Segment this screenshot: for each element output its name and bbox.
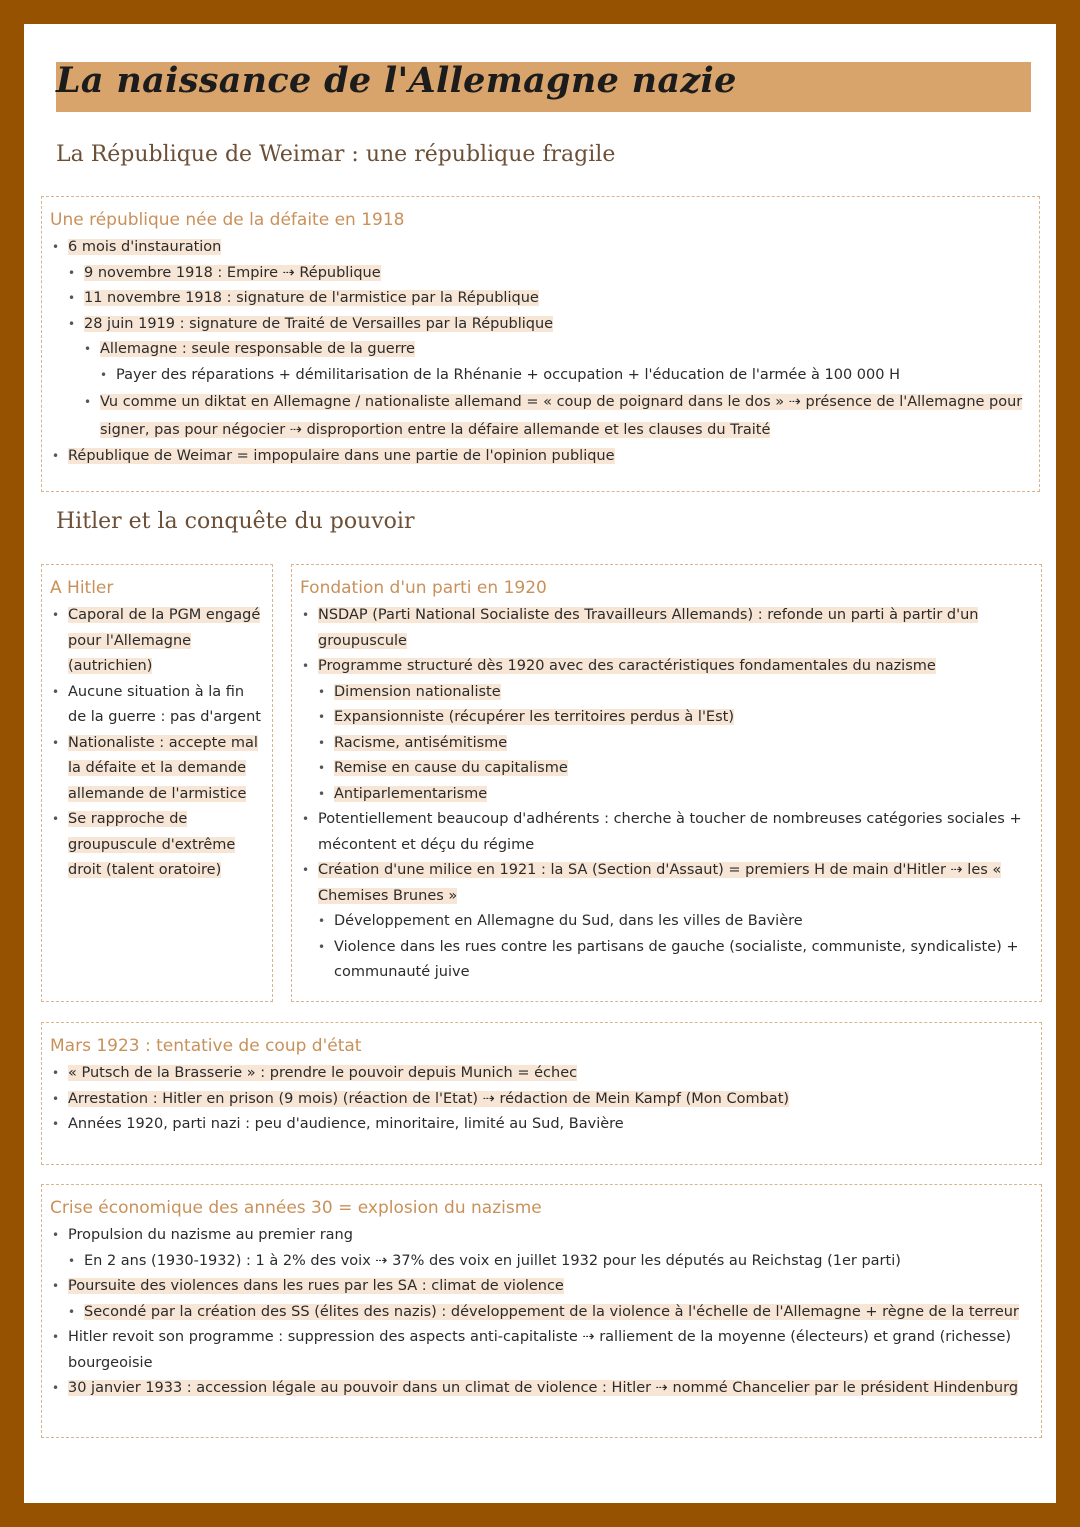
- list-item: • Remise en cause du capitalisme: [300, 756, 1033, 782]
- list-item: • République de Weimar = impopulaire dans une partie de l'opinion publique: [50, 444, 1031, 470]
- list-item: • Poursuite des violences dans les rues par les SA : climat de violence: [50, 1274, 1033, 1300]
- list-item: • Se rapproche de groupuscule d'extrême droit (talent oratoire): [50, 807, 264, 884]
- list-item: • Propulsion du nazisme au premier rang: [50, 1223, 1033, 1249]
- section-title-weimar: La République de Weimar : une république fragile: [56, 142, 616, 167]
- list-item: • Arrestation : Hitler en prison (9 mois) (réaction de l'Etat) ⇢ rédaction de Mein Kampf (Mon Combat): [50, 1087, 1033, 1113]
- list-item: • 11 novembre 1918 : signature de l'armistice par la République: [50, 286, 1031, 312]
- list-item: • Antiparlementarisme: [300, 782, 1033, 808]
- page-title: La naissance de l'Allemagne nazie: [56, 60, 737, 101]
- list-item: • NSDAP (Parti National Socialiste des Travailleurs Allemands) : refonde un parti à partir d'un groupuscule: [300, 603, 1033, 654]
- list-item: • Caporal de la PGM engagé pour l'Allemagne (autrichien): [50, 603, 264, 680]
- list-item: • 30 janvier 1933 : accession légale au pouvoir dans un climat de violence : Hitler ⇢ nommé Chancelier par le président Hindenburg: [50, 1376, 1033, 1402]
- page: [24, 24, 1056, 1503]
- list-item: • Nationaliste : accepte mal la défaite et la demande allemande de l'armistice: [50, 731, 264, 808]
- list-item: • 9 novembre 1918 : Empire ⇢ République: [50, 261, 1031, 287]
- list-item: • 28 juin 1919 : signature de Traité de Versailles par la République: [50, 312, 1031, 338]
- box-title: A Hitler: [50, 578, 114, 598]
- list-item: • Création d'une milice en 1921 : la SA (Section d'Assaut) = premiers H de main d'Hitler ⇢ les « Chemises Brunes »: [300, 858, 1033, 909]
- box-republique-defaite: [41, 196, 1040, 492]
- box-title: Une république née de la défaite en 1918: [50, 210, 405, 230]
- box-crise-economique: [41, 1184, 1042, 1438]
- list-item: • Secondé par la création des SS (élites des nazis) : développement de la violence à l'échelle de l'Allemagne + règne de la terreur: [50, 1300, 1033, 1326]
- list-item: • Vu comme un diktat en Allemagne / nationaliste allemand = « coup de poignard dans le dos » ⇢ présence de l'Allemagne pour signer, pas pour négocier ⇢ disproportion entre la défaire allemande et les clauses du Traité: [50, 388, 1031, 444]
- list-item: • 6 mois d'instauration: [50, 235, 1031, 261]
- list-item: • Violence dans les rues contre les partisans de gauche (socialiste, communiste, syndicaliste) + communauté juive: [300, 935, 1033, 986]
- list-item: • Potentiellement beaucoup d'adhérents : cherche à toucher de nombreuses catégories sociales + mécontent et déçu du régime: [300, 807, 1033, 858]
- box-title: Fondation d'un parti en 1920: [300, 578, 547, 598]
- list-item: • Payer des réparations + démilitarisation de la Rhénanie + occupation + l'éducation de l'armée à 100 000 H: [50, 363, 1031, 389]
- list-item: • Allemagne : seule responsable de la guerre: [50, 337, 1031, 363]
- list-item: • Expansionniste (récupérer les territoires perdus à l'Est): [300, 705, 1033, 731]
- list-item: • Aucune situation à la fin de la guerre : pas d'argent: [50, 680, 264, 731]
- box-coup-etat: [41, 1022, 1042, 1165]
- list-item: • Hitler revoit son programme : suppression des aspects anti-capitaliste ⇢ ralliement de la moyenne (électeurs) et grand (richesse) bourgeoisie: [50, 1325, 1033, 1376]
- box-fondation-parti: [291, 564, 1042, 1002]
- box-title: Mars 1923 : tentative de coup d'état: [50, 1036, 362, 1056]
- section-title-hitler: Hitler et la conquête du pouvoir: [56, 509, 415, 534]
- list-item: • Programme structuré dès 1920 avec des caractéristiques fondamentales du nazisme: [300, 654, 1033, 680]
- list-item: • En 2 ans (1930-1932) : 1 à 2% des voix ⇢ 37% des voix en juillet 1932 pour les députés au Reichstag (1er parti): [50, 1249, 1033, 1275]
- list-item: • Développement en Allemagne du Sud, dans les villes de Bavière: [300, 909, 1033, 935]
- list-item: • Dimension nationaliste: [300, 680, 1033, 706]
- list-item: • Années 1920, parti nazi : peu d'audience, minoritaire, limité au Sud, Bavière: [50, 1112, 1033, 1138]
- list-item: • Racisme, antisémitisme: [300, 731, 1033, 757]
- box-a-hitler: [41, 564, 273, 1002]
- list-item: • « Putsch de la Brasserie » : prendre le pouvoir depuis Munich = échec: [50, 1061, 1033, 1087]
- box-title: Crise économique des années 30 = explosion du nazisme: [50, 1198, 542, 1218]
